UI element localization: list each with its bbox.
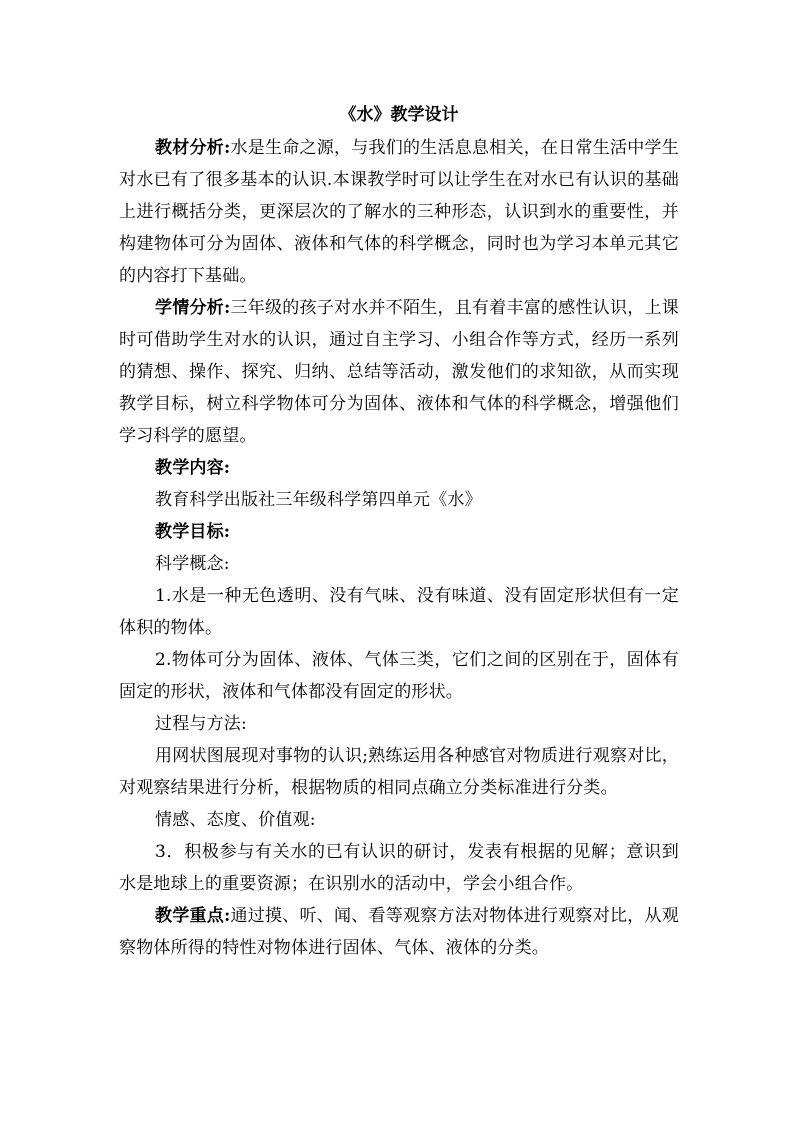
teaching-content-heading: [119, 452, 679, 484]
key-points-label: 教学重点:: [155, 906, 231, 926]
objective-item-3: 3．积极参与有关水的已有认识的研讨，发表有根据的见解；意识到水是地球上的重要资源；在识别水的活动中，学会小组合作。: [119, 842, 679, 894]
key-points-text: 通过摸、听、闻、看等观察方法对物体进行观察对比，从观察物体所得的特性对物体进行固体、气体、液体的分类。: [119, 906, 679, 958]
objective-item-2: 2.物体可分为固体、液体、气体三类，它们之间的区别在于，固体有固定的形状，液体和气体都没有固定的形状。: [119, 650, 679, 702]
process-methods-text: 用网状图展现对事物的认识;熟练运用各种感官对物质进行观察对比，对观察结果进行分析，根据物质的相同点确立分类标准进行分类。: [119, 746, 679, 798]
emotion-attitude-label: 情感、态度、价值观:: [155, 810, 316, 830]
document-page: [119, 98, 679, 964]
student-analysis-paragraph: [119, 292, 679, 452]
teaching-content-label: 教学内容:: [155, 458, 231, 478]
teaching-objectives-heading: [119, 516, 679, 548]
key-points-paragraph: [119, 900, 679, 964]
teaching-content-text: 教育科学出版社三年级科学第四单元《水》: [155, 490, 482, 510]
student-analysis-text: 三年级的孩子对水并不陌生，且有着丰富的感性认识，上课时可借助学生对水的认识，通过自主学习、小组合作等方式，经历一系列的猜想、操作、探究、归纳、总结等活动，激发他们的求知欲，从而实现教学目标，树立科学物体可分为固体、液体和气体的科学概念，增强他们学习科学的愿望。: [119, 298, 679, 446]
teaching-objectives-label: 教学目标:: [155, 522, 231, 542]
process-methods-label: 过程与方法:: [155, 714, 247, 734]
science-concepts-label: 科学概念:: [155, 554, 230, 574]
student-analysis-label: 学情分析:: [155, 298, 231, 318]
textbook-analysis-text: 水是生命之源，与我们的生活息息相关，在日常生活中学生对水已有了很多基本的认识.本课教学时可以让学生在对水已有认识的基础上进行概括分类，更深层次的了解水的三种形态，认识到水的重要性，并构建物体可分为固体、液体和气体的科学概念，同时也为学习本单元其它的内容打下基础。: [119, 138, 679, 286]
objective-item-1: 1.水是一种无色透明、没有气味、没有味道、没有固定形状但有一定体积的物体。: [119, 586, 679, 638]
document-title: 《水》教学设计: [339, 105, 459, 125]
textbook-analysis-paragraph: [119, 132, 679, 292]
textbook-analysis-label: 教材分析:: [155, 138, 231, 158]
